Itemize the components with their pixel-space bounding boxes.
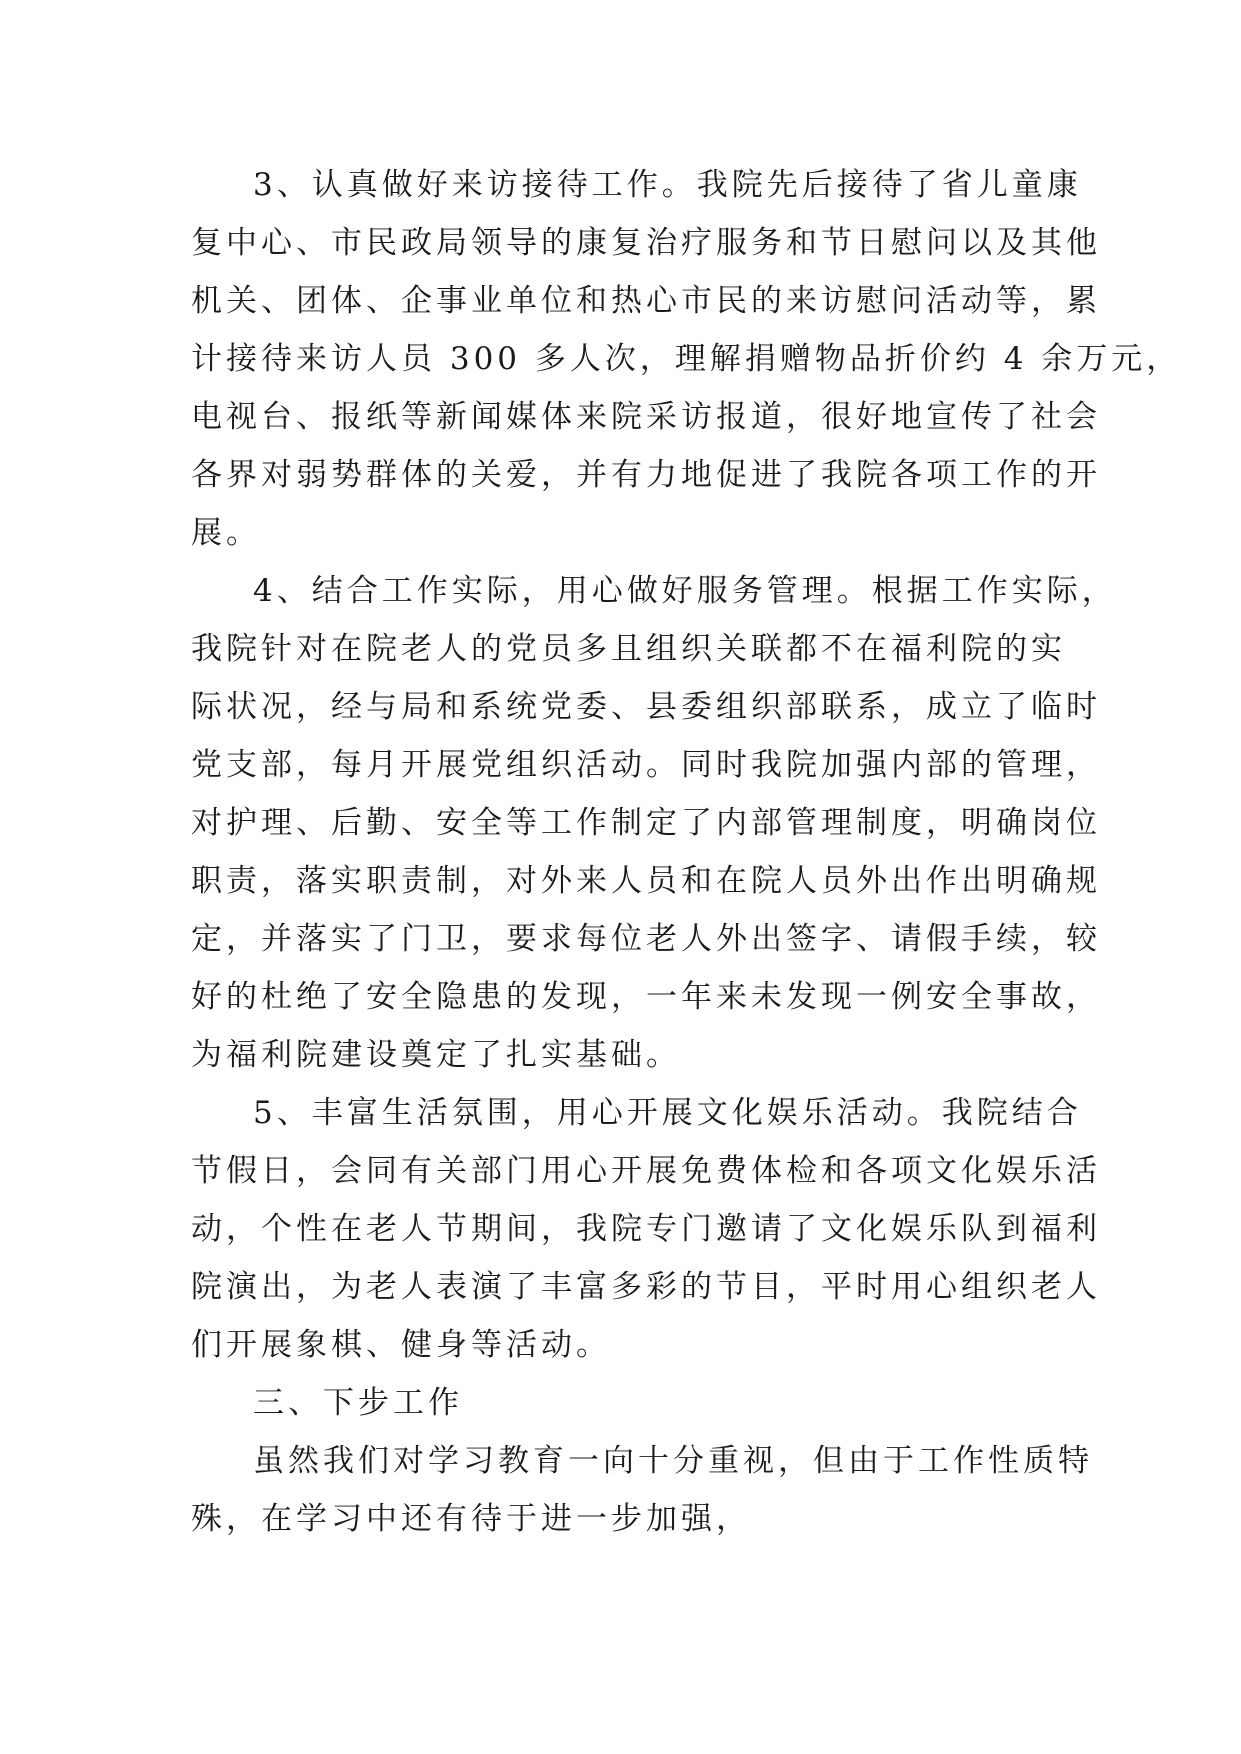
text-line: 电视台、报纸等新闻媒体来院采访报道，很好地宣传了社会 (191, 399, 1101, 435)
text-line: 三、下步工作 (253, 1385, 463, 1421)
text-line: 际状况，经与局和系统党委、县委组织部联系，成立了临时 (191, 689, 1101, 725)
text-line: 们开展象棋、健身等活动。 (191, 1327, 611, 1363)
text-line: 我院针对在院老人的党员多且组织关联都不在福利院的实 (191, 631, 1066, 667)
text-line: 5、丰富生活氛围，用心开展文化娱乐活动。我院结合 (253, 1095, 1082, 1131)
text-line: 定，并落实了门卫，要求每位老人外出签字、请假手续，较 (191, 921, 1101, 957)
text-line: 院演出，为老人表演了丰富多彩的节目，平时用心组织老人 (191, 1269, 1101, 1305)
text-line: 动，个性在老人节期间，我院专门邀请了文化娱乐队到福利 (191, 1211, 1101, 1247)
text-line: 3、认真做好来访接待工作。我院先后接待了省儿童康 (253, 167, 1082, 203)
text-line: 好的杜绝了安全隐患的发现，一年来未发现一例安全事故， (191, 979, 1101, 1015)
text-line: 职责，落实职责制，对外来人员和在院人员外出作出明确规 (191, 863, 1101, 899)
text-line: 机关、团体、企事业单位和热心市民的来访慰问活动等，累 (191, 283, 1101, 319)
text-line: 4、结合工作实际，用心做好服务管理。根据工作实际， (253, 573, 1117, 609)
text-line: 各界对弱势群体的关爱，并有力地促进了我院各项工作的开 (191, 457, 1101, 493)
text-line: 殊，在学习中还有待于进一步加强， (191, 1501, 751, 1537)
text-line: 对护理、后勤、安全等工作制定了内部管理制度，明确岗位 (191, 805, 1101, 841)
document-body (191, 156, 1182, 1548)
text-line: 展。 (191, 515, 261, 551)
text-line: 党支部，每月开展党组织活动。同时我院加强内部的管理， (191, 747, 1101, 783)
text-line: 为福利院建设奠定了扎实基础。 (191, 1037, 681, 1073)
text-line: 节假日，会同有关部门用心开展免费体检和各项文化娱乐活 (191, 1153, 1101, 1189)
text-line: 虽然我们对学习教育一向十分重视，但由于工作性质特 (253, 1443, 1093, 1479)
text-line: 计接待来访人员 300 多人次，理解捐赠物品折价约 4 余万元， (191, 341, 1182, 377)
text-line: 复中心、市民政局领导的康复治疗服务和节日慰问以及其他 (191, 225, 1101, 261)
